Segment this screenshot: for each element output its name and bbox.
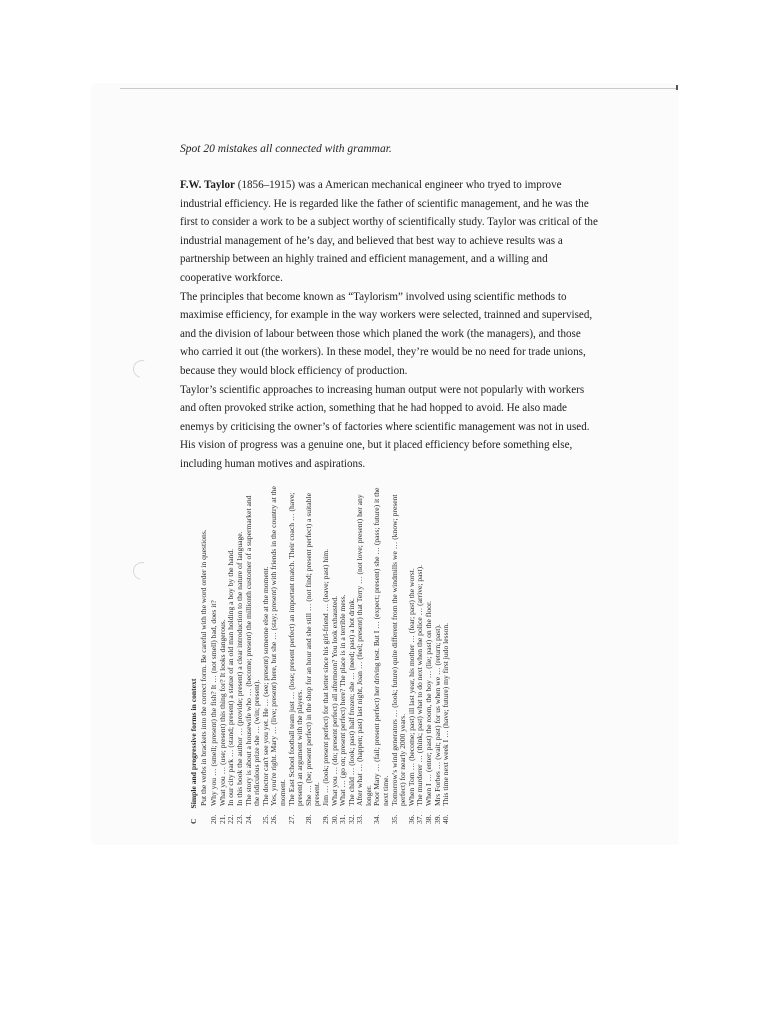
exercise-item-text: What … (go on; present perfect) here? The place is in a terrible mess. <box>338 594 348 806</box>
person-name: F.W. Taylor <box>180 179 235 191</box>
exercise-item-text: When I … (enter; past) the room, the boy … (lie; past) on the floor. <box>424 601 434 806</box>
exercise-item-number: 31. <box>338 814 348 824</box>
exercise-item-text: When Tom … (become; past) ill last year, his mother … (fear; past) the worst. <box>406 568 416 806</box>
exercise-item-text: Jim … (look; present perfect) for that letter since his girl-friend … (leave; past) him. <box>320 548 330 806</box>
exercise-item <box>245 486 262 824</box>
exercise-item-number: 27. <box>286 814 296 824</box>
exercise-item-number: 24. <box>243 814 253 824</box>
page-corner-mark <box>676 85 678 90</box>
passage-paragraph-1 <box>180 176 600 288</box>
exercise-item <box>288 486 305 824</box>
exercise-item-text: The doctor can't see you yet. He … (see; present) someone else at the moment. <box>260 566 270 806</box>
exercise-header <box>190 484 199 824</box>
exercise-item-text: The child … (look; past) half frozen; she … (need; past) a hot drink. <box>346 598 356 806</box>
exercise-item-text: Mrs Forbes … (wait; past) for us when we … (return; past). <box>432 624 442 806</box>
exercise-item-number: 38. <box>424 814 434 824</box>
exercise-item-text: After what … (happen; past) last night, Joan … (feel; present) that Terry … (not love; present) her any longer. <box>355 494 373 806</box>
exercise-item-text: In our city park … (stand; present) a statue of an old man holding a boy by the hand. <box>226 548 236 806</box>
exercise-item-text: Yes, you're right. Mary … (live; present) here, but she … (stay; present) with friends in the country at the moment. <box>269 486 287 806</box>
exercise-item-text: She … (be; present perfect) in the shop for an hour and she still … (not find; present perfect) a suitable present. <box>303 493 322 806</box>
exercise-item-text: In this book the author … (provide; present) a clear introduction to the nature of language. <box>234 531 244 806</box>
exercise-item-number: 21. <box>217 814 227 824</box>
exercise-item-text: The East School football team just … (lose; present perfect) an important match. Their coach … (have; present) an argument with the players. <box>286 492 305 806</box>
passage-paragraph-2: The principles that become known as “Taylorism” involved using scientific methods to maximise efficiency, for example in the way workers were selected, trainned and supervised, and the division of labour between those which planed the work (the managers), and those who carried it out (the workers). In these model, they’re would be no need for trade unions, because they would block efficiency of production. <box>180 290 593 377</box>
exercise-item-number: 20. <box>209 814 219 824</box>
exercise-item-text: The story is about a housewife who … (become; present) the millionth customer of a supermarket and the ridiculous prize she … (win; present). <box>243 495 262 806</box>
exercise-directions: Put the verbs in brackets into the correct form. Be careful with the word order in questions. <box>198 529 208 806</box>
exercise-item-number: 35. <box>389 814 399 824</box>
taylor-passage <box>180 176 600 474</box>
person-dates: (1856–1915) <box>234 179 296 191</box>
exercise-item <box>356 486 373 824</box>
rotated-exercise-area <box>190 484 575 824</box>
exercise-item-number: 28. <box>303 814 313 824</box>
exercise-item-number: 30. <box>329 814 339 824</box>
exercise-item-text: This time next week I … (have; future) my first judo lesson. <box>441 622 451 806</box>
exercise-item-text: The murderer … (think; past) what to do next when the police … (arrive; past). <box>415 564 425 806</box>
exercise-letter: C <box>189 818 198 824</box>
exercise-item-number: 36. <box>406 814 416 824</box>
exercise-item <box>373 486 390 824</box>
exercise-title: Simple and progressive forms in context <box>189 678 198 809</box>
exercise-item-text: Tomorrow's wind generators … (look; future) quite different from the windmills we … (know; present perfect) for nearly 2000 years. <box>389 494 408 806</box>
page-top-border <box>120 88 678 89</box>
exercise-item-number: 33. <box>355 814 365 824</box>
exercise-item-number: 40. <box>441 814 451 824</box>
exercise-item-number: 32. <box>346 814 356 824</box>
passage-paragraph-3: Taylor’s scientific approaches to increasing human output were not popularly with workers and often provoked strike action, something that he had hopped to avoid. He also made enemys by criticising the owner’s of factories where scientific management was not in used. His vision of progress was a genuine one, but it placed efficiency before something else, including human motives and aspirations. <box>180 383 590 470</box>
exercise-item <box>270 486 287 824</box>
exercise-item-text: What you … (use; present) this thing for? It looks dangerous. <box>217 619 227 806</box>
paragraph-1-text: was a American mechanical engineer who tryed to improve industrial efficiency. He is regarded like the father of scientific management, and he was the first to consider a work to be a subject worthy of scientifically study. Taylor was critical of the industrial management of he’s day, and believed that best way to achieve results was a partnership between an highly trained and efficient management, and a willing and cooperative workforce. <box>180 179 598 284</box>
exercise-item-text: Poor Mary … (fail; present perfect) her driving test. But I … (expect; present) she … (pass; future) it the next time. <box>372 487 391 806</box>
exercise-list <box>210 484 451 824</box>
exercise-item-text: What you … (do; present perfect) all afternoon? You look exhausted. <box>329 595 339 806</box>
exercise-item <box>391 486 408 824</box>
exercise-item <box>442 486 451 824</box>
exercise-item-number: 25. <box>260 814 270 824</box>
exercise-item-number: 23. <box>234 814 244 824</box>
verb-forms-exercise <box>190 484 575 824</box>
exercise-instruction: Spot 20 mistakes all connected with grammar. <box>180 143 392 155</box>
exercise-item-number: 29. <box>320 814 330 824</box>
exercise-item-number: 34. <box>372 814 382 824</box>
exercise-item-number: 26. <box>269 814 279 824</box>
exercise-item-number: 39. <box>432 814 442 824</box>
exercise-item <box>305 486 322 824</box>
exercise-item-number: 22. <box>226 814 236 824</box>
exercise-item-text: Why you … (smell; present) the fish? It … (not smell) bad, does it? <box>209 600 219 806</box>
exercise-item-number: 37. <box>415 814 425 824</box>
